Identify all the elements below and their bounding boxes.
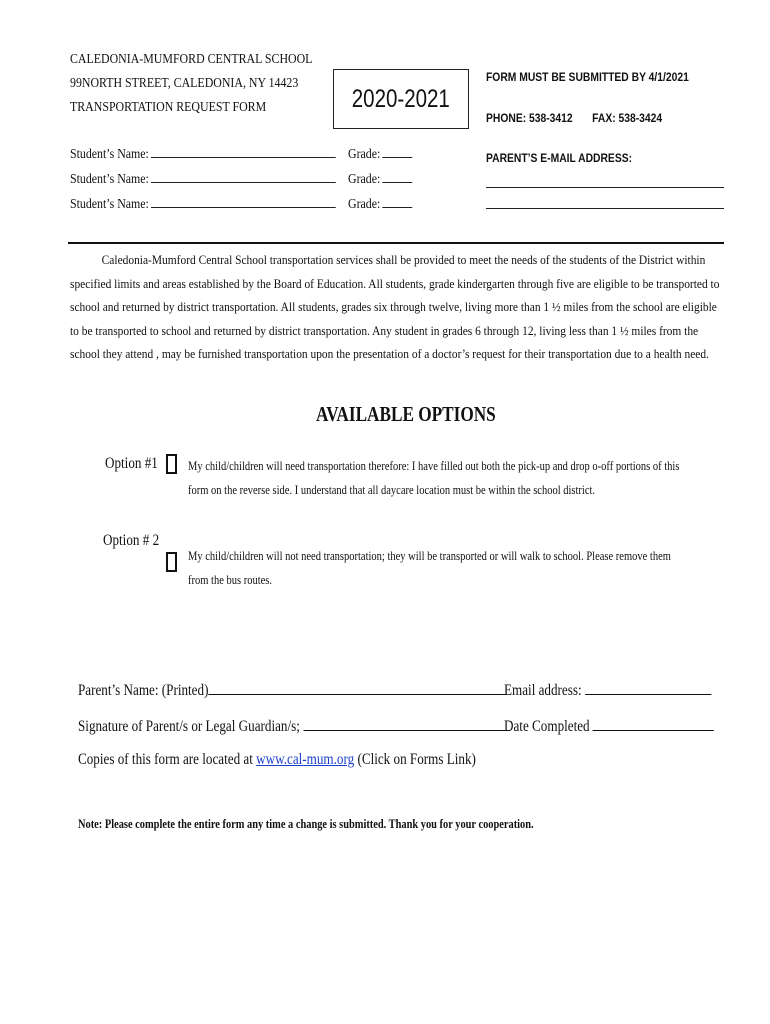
option-2-label: Option # 2: [103, 532, 160, 549]
parent-name-row: [78, 680, 507, 700]
student-name-row-1: [70, 146, 335, 162]
copies-suffix: (Click on Forms Link): [357, 751, 476, 768]
student-name-field[interactable]: [151, 197, 336, 208]
grade-label: Grade:: [348, 196, 381, 211]
date-field[interactable]: [593, 716, 714, 731]
student-name-row-2: [70, 171, 335, 187]
student-name-label: Student’s Name:: [70, 146, 149, 161]
form-title: TRANSPORTATION REQUEST FORM: [70, 99, 267, 114]
email-row: [504, 680, 711, 700]
option-2-text: My child/children will not need transportation; they will be transported or will walk to school. Please remove them from the bus routes.: [188, 549, 671, 587]
school-address: 99NORTH STREET, CALEDONIA, NY 14423: [70, 75, 299, 90]
email-label: Email address:: [504, 682, 582, 699]
student-name-label: Student’s Name:: [70, 196, 149, 211]
contact-line: [486, 111, 662, 125]
grade-row-3: [348, 196, 412, 212]
school-header: [70, 47, 312, 119]
option-1-label: Option #1: [105, 455, 158, 472]
grade-row-2: [348, 171, 412, 187]
email-field[interactable]: [585, 680, 711, 695]
option-2-checkbox[interactable]: [166, 552, 177, 572]
submission-deadline: FORM MUST BE SUBMITTED BY 4/1/2021: [486, 70, 689, 84]
signature-label: Signature of Parent/s or Legal Guardian/s;: [78, 718, 300, 735]
parent-name-label: Parent’s Name: (Printed): [78, 682, 209, 699]
student-name-field[interactable]: [151, 172, 336, 183]
option-1-text: My child/children will need transportation therefore: I have filled out both the pick-up and drop o-off portions of this form on the reverse side. I understand that all daycare location must be within the school district.: [188, 459, 680, 497]
student-name-label: Student’s Name:: [70, 171, 149, 186]
bottom-note: Note: Please complete the entire form any time a change is submitted. Thank you for your cooperation.: [78, 816, 534, 831]
parent-name-field[interactable]: [208, 680, 506, 695]
grade-row-1: [348, 146, 412, 162]
fax-number: FAX: 538-3424: [592, 111, 663, 125]
grade-label: Grade:: [348, 171, 381, 186]
grade-label: Grade:: [348, 146, 381, 161]
school-year: 2020-2021: [351, 84, 451, 113]
grade-field[interactable]: [382, 172, 412, 183]
parent-email-field-1[interactable]: [486, 187, 724, 188]
copies-prefix: Copies of this form are located at: [78, 751, 253, 768]
date-label: Date Completed: [504, 718, 590, 735]
option-1-checkbox[interactable]: [166, 454, 177, 474]
grade-field[interactable]: [382, 197, 412, 208]
grade-field[interactable]: [382, 147, 412, 158]
date-row: [504, 716, 714, 736]
phone-number: PHONE: 538-3412: [486, 111, 573, 125]
parent-email-field-2[interactable]: [486, 208, 724, 209]
signature-row: [78, 716, 510, 736]
copies-line: [78, 751, 476, 769]
signature-field[interactable]: [303, 716, 510, 731]
intro-paragraph: Caledonia-Mumford Central School transportation services shall be provided to meet the needs of the students of the District within specified limits and areas established by the Board of Education. All students, grade kindergarten through five are eligible to be transported to school and returned by district transportation. All students, grades six through twelve, living more than 1 ½ miles from the school are eligible to be transported to school and returned by district transportation. Any student in grades 6 through 12, living less than 1 ½ miles from the school they attend , may be furnished transportation upon the presentation of a doctor’s request for their transportation due to a health need.: [70, 252, 720, 361]
school-name: CALEDONIA-MUMFORD CENTRAL SCHOOL: [70, 51, 313, 66]
student-name-row-3: [70, 196, 335, 212]
parent-email-label: PARENT’S E-MAIL ADDRESS:: [486, 151, 633, 165]
website-link[interactable]: www.cal-mum.org: [256, 751, 355, 768]
year-box: [333, 69, 469, 129]
student-name-field[interactable]: [151, 147, 336, 158]
section-divider: [68, 242, 724, 244]
options-heading: AVAILABLE OPTIONS: [316, 402, 496, 426]
